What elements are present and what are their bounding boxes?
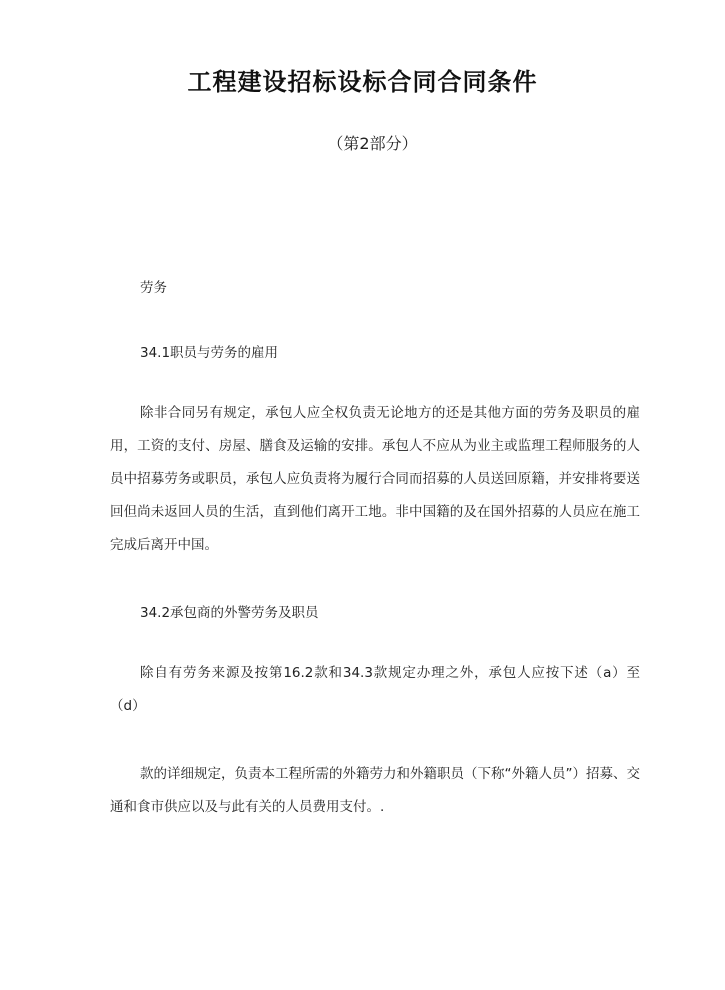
section-heading-labour: 劳务 [140, 280, 167, 296]
paragraph-34-2-a: 除自有劳务来源及按第16.2款和34.3款规定办理之外，承包人应按下述（a）至（d） [110, 665, 640, 714]
section-heading-34-2: 34.2承包商的外警劳务及职员 [140, 605, 319, 621]
paragraph-34-1: 除非合同另有规定，承包人应全权负责无论地方的还是其他方面的劳务及职员的雇用，工资的支付、房屋、膳食及运输的安排。承包人不应从为业主或监理工程师服务的人员中招募劳务或职员，承包人应负责将为履行合同而招募的人员送回原籍，并安排将要送回但尚未返回人员的生活，直到他们离开工地。非中国籍的及在国外招募的人员应在施工完成后离开中国。 [110, 405, 640, 553]
document-subtitle: （第2部分） [327, 134, 418, 153]
document-title: 工程建设招标设标合同合同条件 [187, 68, 538, 96]
section-heading-34-1: 34.1职员与劳务的雇用 [140, 345, 279, 361]
paragraph-34-2-b: 款的详细规定，负责本工程所需的外籍劳力和外籍职员（下称“外籍人员”）招募、交通和食市供应以及与此有关的人员费用支付。. [110, 766, 640, 815]
